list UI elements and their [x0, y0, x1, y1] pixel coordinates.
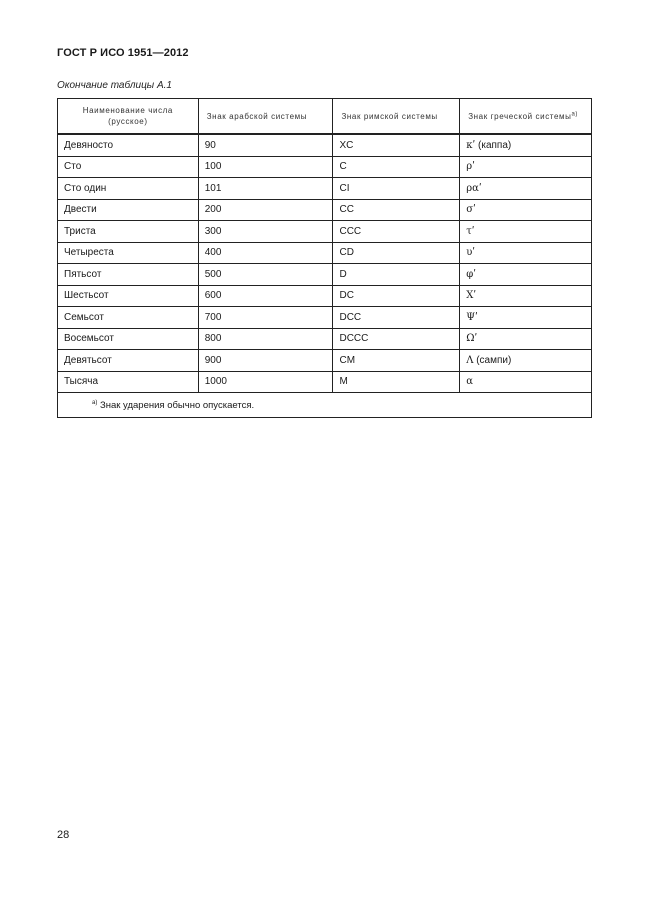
cell-roman: CCC	[333, 221, 460, 243]
table-row	[58, 242, 592, 264]
greek-sign: υʹ	[466, 247, 476, 259]
cell-roman: DCC	[333, 307, 460, 329]
cell-name: Сто	[58, 156, 199, 178]
cell-name: Сто один	[58, 178, 199, 200]
cell-name: Четыреста	[58, 242, 199, 264]
cell-name: Двести	[58, 199, 199, 221]
cell-greek	[460, 264, 592, 286]
cell-name: Семьсот	[58, 307, 199, 329]
cell-roman: XC	[333, 134, 460, 156]
cell-name: Восемьсот	[58, 328, 199, 350]
footnote-text: Знак ударения обычно опускается.	[99, 399, 255, 411]
table-row	[58, 285, 592, 307]
column-header-roman: Знак римской системы	[333, 99, 460, 135]
greek-sign: Λ	[466, 354, 474, 366]
column-header-name-line2: (русское)	[108, 117, 148, 126]
footnote-marker: а)	[92, 399, 98, 406]
table-row	[58, 199, 592, 221]
cell-arabic: 200	[198, 199, 333, 221]
footnote-reference: а)	[571, 110, 579, 117]
cell-arabic: 101	[198, 178, 333, 200]
column-header-name	[58, 99, 199, 135]
greek-sign-note: (сампи)	[476, 354, 512, 366]
cell-arabic: 800	[198, 328, 333, 350]
cell-greek	[460, 199, 592, 221]
table-row	[58, 307, 592, 329]
cell-arabic: 600	[198, 285, 333, 307]
cell-greek	[460, 156, 592, 178]
table-row	[58, 156, 592, 178]
cell-roman: CM	[333, 350, 460, 372]
cell-name: Триста	[58, 221, 199, 243]
document-header: ГОСТ Р ИСО 1951—2012	[57, 47, 189, 59]
cell-name: Шестьсот	[58, 285, 199, 307]
column-header-name-line1: Наименование числа	[82, 106, 173, 115]
cell-roman: M	[333, 371, 460, 393]
cell-greek	[460, 371, 592, 393]
cell-greek	[460, 242, 592, 264]
cell-greek	[460, 178, 592, 200]
cell-roman: CI	[333, 178, 460, 200]
cell-greek	[460, 134, 592, 156]
cell-greek	[460, 285, 592, 307]
greek-sign: Χʹ	[466, 290, 477, 302]
cell-name: Пятьсот	[58, 264, 199, 286]
greek-sign: σʹ	[466, 204, 476, 216]
cell-arabic: 300	[198, 221, 333, 243]
table-row	[58, 178, 592, 200]
greek-sign: τʹ	[466, 225, 475, 237]
cell-arabic: 900	[198, 350, 333, 372]
cell-arabic: 500	[198, 264, 333, 286]
cell-roman: CC	[333, 199, 460, 221]
greek-sign: Ψʹ	[466, 311, 478, 323]
cell-roman: CD	[333, 242, 460, 264]
column-header-greek-label: Знак греческой системы	[468, 111, 572, 121]
greek-sign: ρʹ	[466, 161, 475, 173]
greek-sign: Ωʹ	[466, 333, 478, 345]
table-row	[58, 134, 592, 156]
greek-sign: ραʹ	[466, 182, 482, 194]
cell-greek	[460, 307, 592, 329]
cell-arabic: 90	[198, 134, 333, 156]
cell-greek	[460, 328, 592, 350]
cell-roman: DCCC	[333, 328, 460, 350]
cell-roman: C	[333, 156, 460, 178]
footnote-row	[58, 393, 592, 418]
cell-name: Девятьсот	[58, 350, 199, 372]
cell-arabic: 1000	[198, 371, 333, 393]
table-caption: Окончание таблицы А.1	[57, 80, 172, 91]
table-row	[58, 350, 592, 372]
cell-roman: D	[333, 264, 460, 286]
greek-sign-note: (каппа)	[478, 139, 512, 151]
table-header-row	[58, 99, 592, 135]
table-row	[58, 371, 592, 393]
cell-roman: DC	[333, 285, 460, 307]
table-body	[58, 134, 592, 393]
cell-greek	[460, 350, 592, 372]
cell-name: Девяносто	[58, 134, 199, 156]
cell-name: Тысяча	[58, 371, 199, 393]
column-header-greek	[460, 99, 592, 135]
page-number: 28	[57, 829, 70, 841]
footnote-cell	[58, 393, 592, 418]
cell-arabic: 100	[198, 156, 333, 178]
cell-greek	[460, 221, 592, 243]
greek-sign: φʹ	[466, 268, 476, 280]
cell-arabic: 700	[198, 307, 333, 329]
cell-arabic: 400	[198, 242, 333, 264]
greek-sign: κʹ	[466, 139, 476, 151]
column-header-arabic: Знак арабской системы	[198, 99, 333, 135]
numbers-table	[57, 98, 592, 418]
table-row	[58, 264, 592, 286]
greek-sign: α	[466, 376, 473, 388]
table-row	[58, 221, 592, 243]
table-row	[58, 328, 592, 350]
